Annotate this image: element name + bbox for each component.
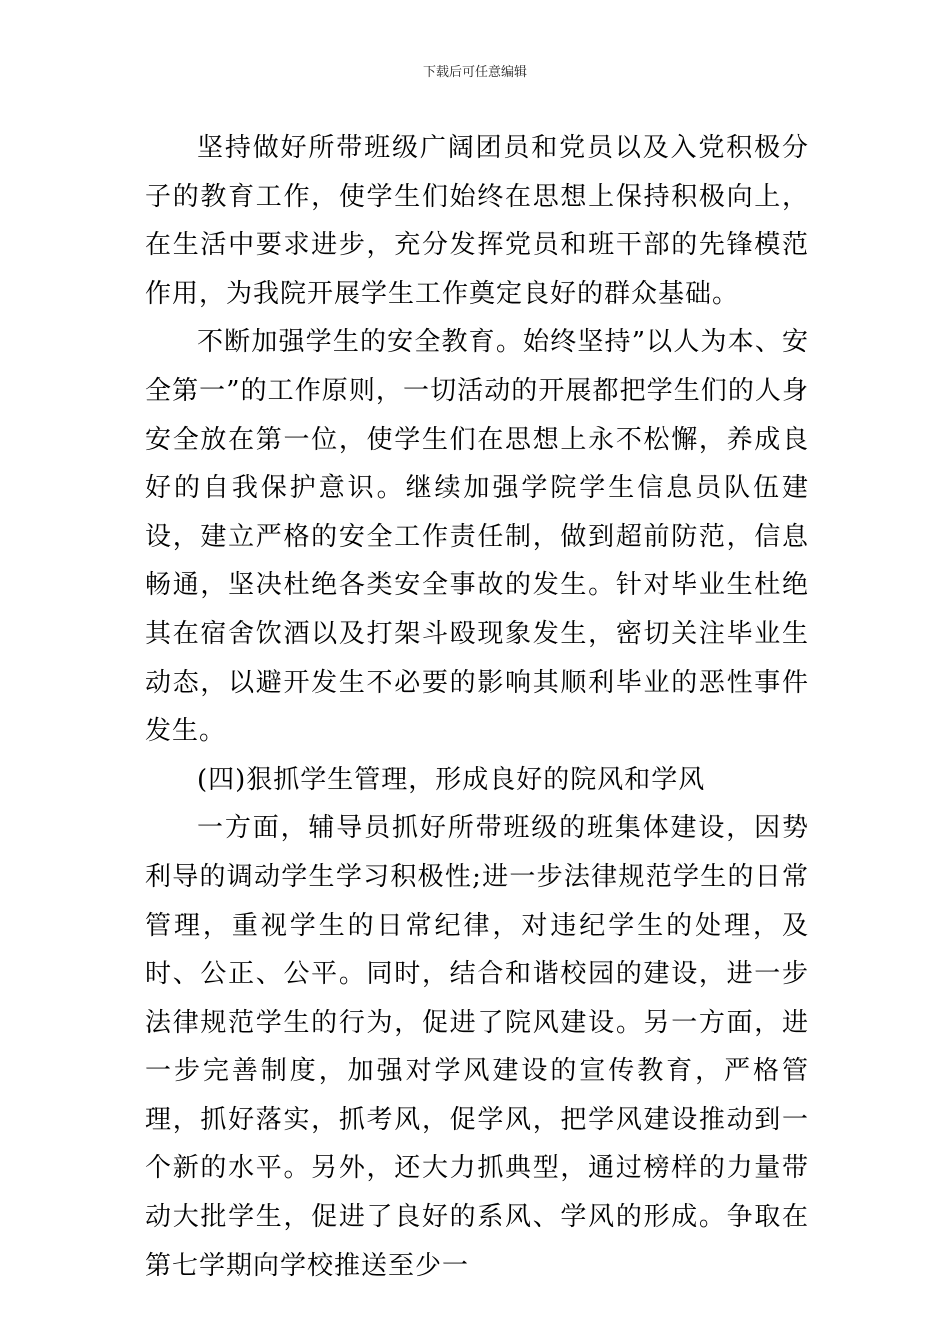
paragraph-safety-education: 不断加强学生的安全教育。始终坚持”以人为本、安全第一”的工作原则，一切活动的开展都把学生们的人身安全放在第一位，使学生们在思想上永不松懈，养成良好的自我保护意识。继续加强学院学生信息员队伍建设，建立严格的安全工作责任制，做到超前防范，信息畅通，坚决杜绝各类安全事故的发生。针对毕业生杜绝其在宿舍饮酒以及打架斗殴现象发生，密切关注毕业生动态，以避开发生不必要的影响其顺利毕业的恶性事件发生。 xyxy=(145,327,809,747)
document-body xyxy=(145,124,809,1290)
section-heading-student-management: (四)狠抓学生管理，形成良好的院风和学风 xyxy=(197,764,706,795)
page-header: 下载后可任意编辑 xyxy=(422,65,527,80)
paragraph-student-management: 一方面，辅导员抓好所带班级的班集体建设，因势利导的调动学生学习积极性;进一步法律规范学生的日常管理，重视学生的日常纪律，对违纪学生的处理，及时、公正、公平。同时，结合和谐校园的建设，进一步法律规范学生的行为，促进了院风建设。另一方面，进一步完善制度，加强对学风建设的宣传教育，严格管理，抓好落实，抓考风，促学风，把学风建设推动到一个新的水平。另外，还大力抓典型，通过榜样的力量带动大批学生，促进了良好的系风、学风的形成。争取在第七学期向学校推送至少一 xyxy=(145,813,809,1281)
paragraph-party-education: 坚持做好所带班级广阔团员和党员以及入党积极分子的教育工作，使学生们始终在思想上保持积极向上，在生活中要求进步，充分发挥党员和班干部的先锋模范作用，为我院开展学生工作奠定良好的群众基础。 xyxy=(145,133,809,309)
